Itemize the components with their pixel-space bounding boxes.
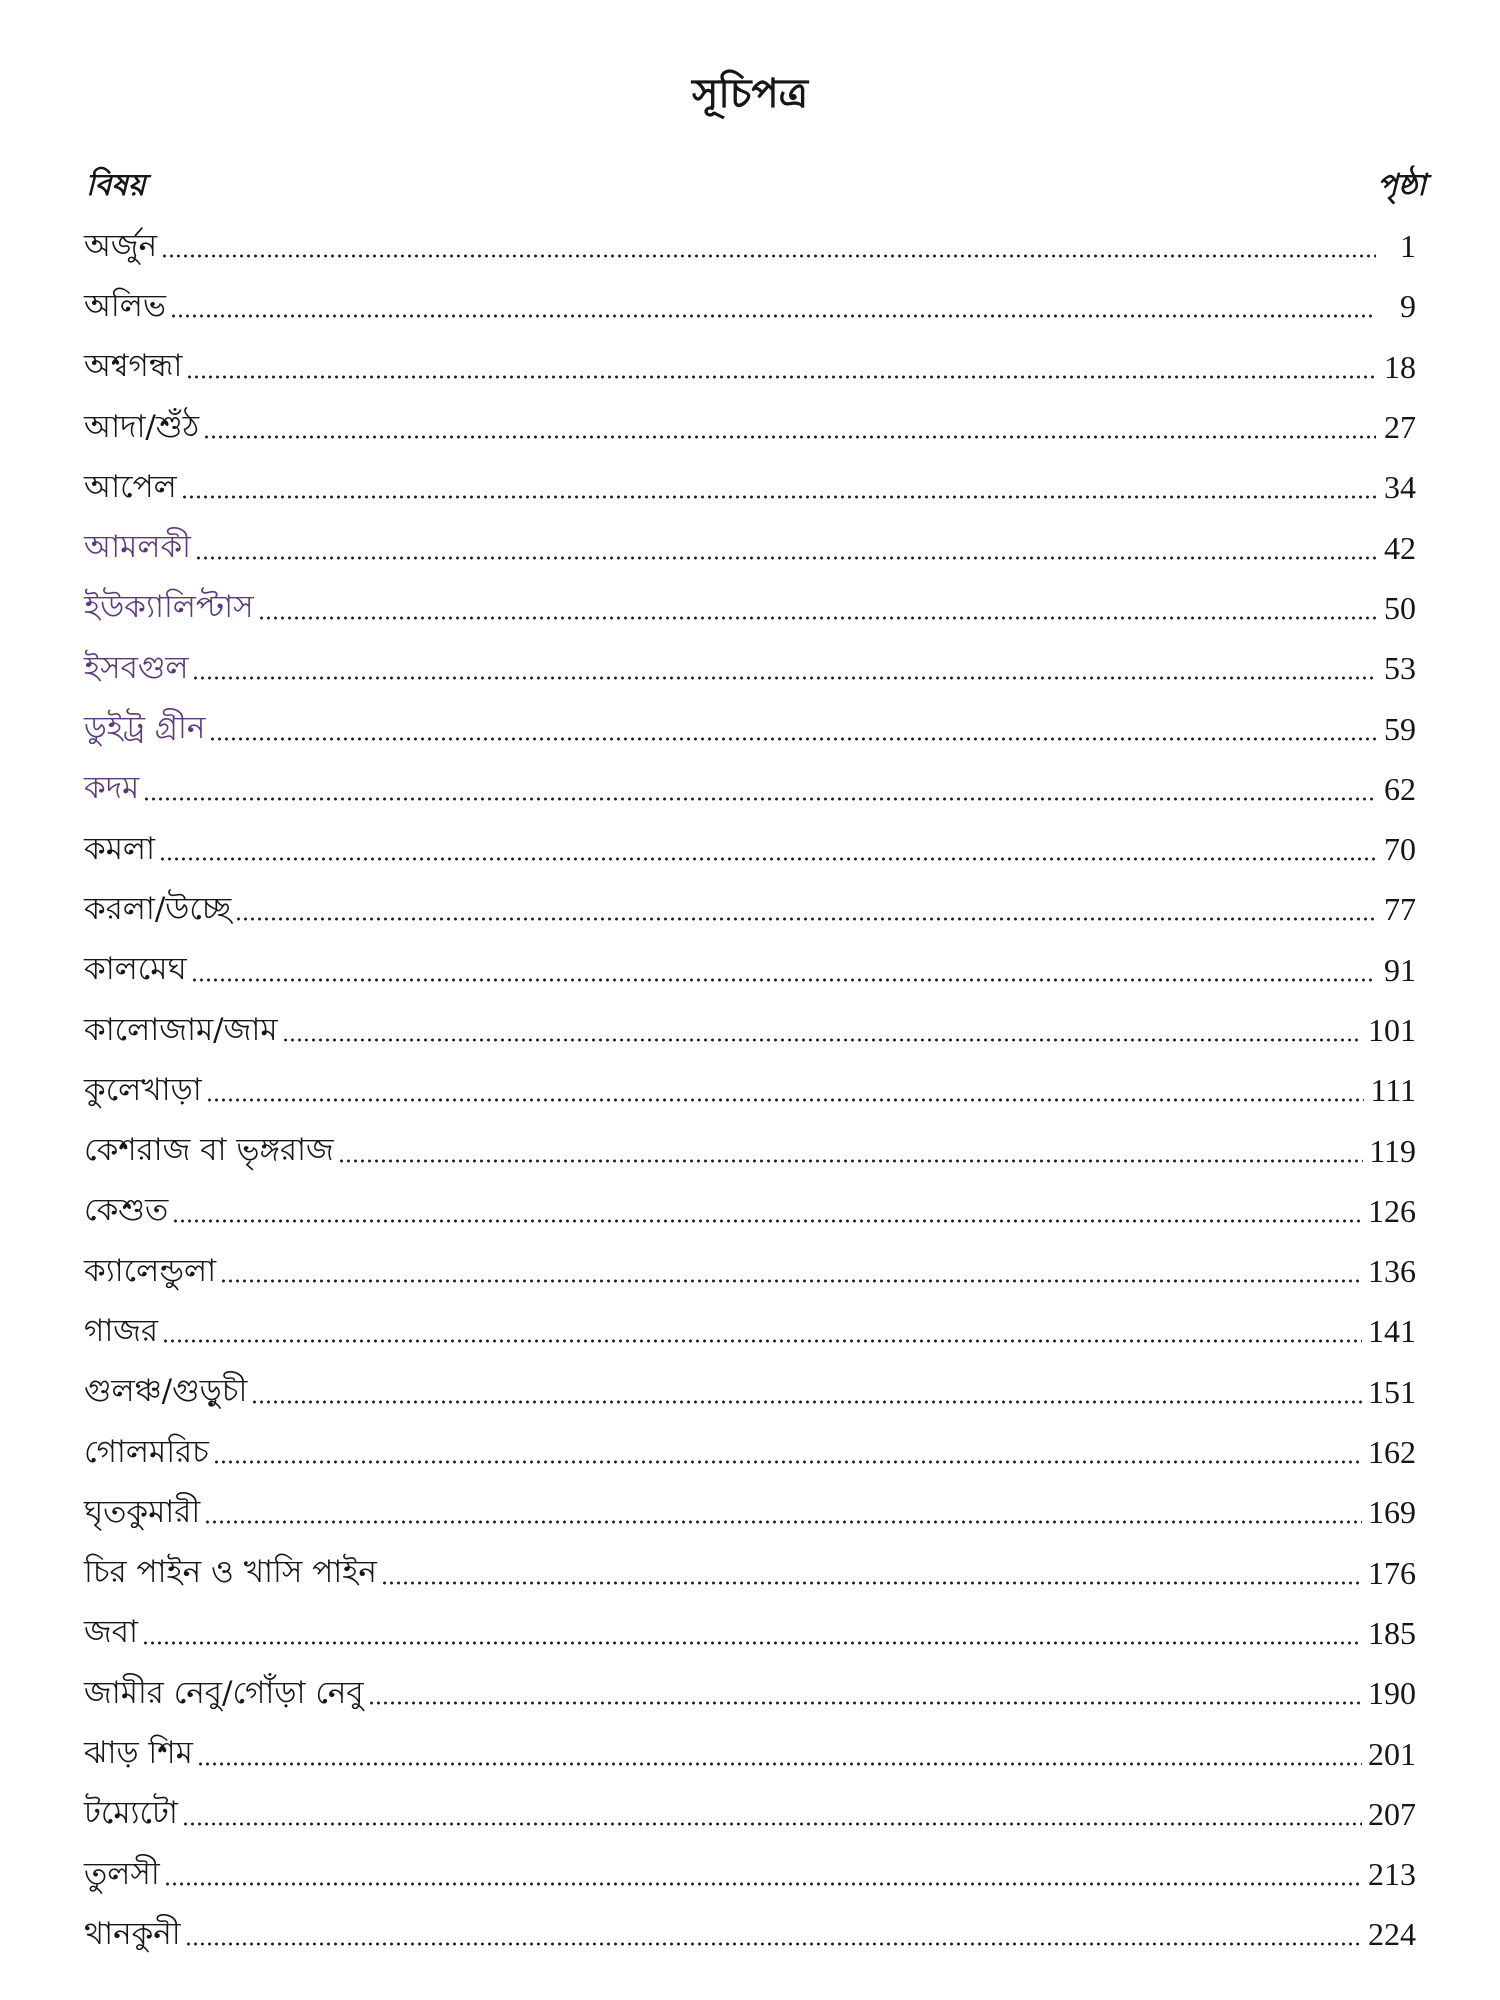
- toc-entry: [84, 638, 1416, 698]
- toc-entry-page: 119: [1369, 1132, 1416, 1169]
- toc-entry-title: ঝাড় শিম: [84, 1735, 193, 1772]
- toc-entry-title: কুলেখাড়া: [84, 1071, 202, 1108]
- toc-entry-page: 185: [1368, 1614, 1416, 1651]
- toc-entry-title: অশ্বগন্ধা: [84, 348, 183, 385]
- toc-entry: [84, 1482, 1416, 1542]
- toc-entry-page: 50: [1384, 589, 1416, 626]
- toc-entry-title: ইসবগুল: [84, 649, 189, 686]
- toc-entry-title: চির পাইন ও খাসি পাইন: [84, 1554, 377, 1591]
- toc-entry-title: ইউক্যালিপ্টাস: [84, 589, 254, 626]
- page-title: সূচিপত্র: [692, 70, 808, 117]
- toc-header: [86, 160, 1426, 212]
- toc-entry-title: জবা: [84, 1614, 138, 1651]
- toc-entry: [84, 1663, 1416, 1723]
- dot-leader: [213, 1460, 1362, 1464]
- toc-entry: [84, 1181, 1416, 1241]
- toc-entry: [84, 337, 1416, 397]
- dot-leader: [159, 857, 1376, 861]
- toc-entry: [84, 1844, 1416, 1904]
- toc-entry: [84, 1422, 1416, 1482]
- toc-entry-title: টম্যেটো: [84, 1795, 178, 1832]
- toc-entry-page: 91: [1384, 951, 1416, 988]
- dot-leader: [143, 797, 1376, 801]
- dot-leader: [258, 616, 1376, 620]
- toc-entry-page: 42: [1384, 529, 1416, 566]
- toc-entry: [84, 940, 1416, 1000]
- toc-entry: [84, 1362, 1416, 1422]
- toc-entry-page: 151: [1368, 1373, 1416, 1410]
- toc-entry: [84, 1120, 1416, 1180]
- toc-entry-title: ঘৃতকুমারী: [84, 1493, 201, 1530]
- toc-entry: [84, 216, 1416, 276]
- toc-entry: [84, 1904, 1416, 1964]
- dot-leader: [192, 676, 1376, 680]
- toc-entry: [84, 1060, 1416, 1120]
- toc-entry-title: আমলকী: [84, 529, 192, 566]
- toc-entry-page: 213: [1368, 1856, 1416, 1893]
- toc-entry-title: গাজর: [84, 1312, 159, 1349]
- toc-entry-title: আদা/শুঁঠ: [84, 408, 200, 445]
- dot-leader: [368, 1701, 1362, 1705]
- toc-entry-page: 141: [1368, 1313, 1416, 1350]
- toc-entry: [84, 1543, 1416, 1603]
- toc-entry-page: 59: [1384, 710, 1416, 747]
- toc-entry-page: 27: [1384, 409, 1416, 446]
- dot-leader: [191, 978, 1376, 982]
- dot-leader: [186, 375, 1376, 379]
- toc-entry-page: 1: [1400, 228, 1416, 265]
- dot-leader: [172, 1219, 1362, 1223]
- dot-leader: [142, 1641, 1362, 1645]
- dot-leader: [181, 495, 1376, 499]
- dot-leader: [381, 1581, 1362, 1585]
- toc-entry-page: 53: [1384, 650, 1416, 687]
- dot-leader: [220, 1279, 1362, 1283]
- dot-leader: [235, 917, 1376, 921]
- toc-entry-page: 70: [1384, 831, 1416, 868]
- toc-entry-page: 136: [1368, 1253, 1416, 1290]
- toc-entry-page: 169: [1368, 1494, 1416, 1531]
- toc-entry-title: কমলা: [84, 830, 155, 867]
- dot-leader: [282, 1038, 1362, 1042]
- toc-entry-title: কেশরাজ বা ভৃঙ্গরাজ: [84, 1132, 334, 1169]
- toc-entry-title: অলিভ: [84, 287, 166, 324]
- toc-entry-title: অর্জুন: [84, 227, 158, 264]
- toc-entry-title: কালমেঘ: [84, 951, 187, 988]
- toc-entry-page: 190: [1368, 1675, 1416, 1712]
- dot-leader: [197, 1762, 1362, 1766]
- toc-entry: [84, 1603, 1416, 1663]
- toc-entry-title: গুলঞ্চ/গুড়ুচী: [84, 1373, 248, 1410]
- toc-entry: [84, 1301, 1416, 1361]
- toc-entry-page: 77: [1384, 891, 1416, 928]
- toc-entry: [84, 457, 1416, 517]
- toc-entry: [84, 578, 1416, 638]
- toc-entry-page: 111: [1370, 1072, 1416, 1109]
- toc-entry-page: 162: [1368, 1434, 1416, 1471]
- dot-leader: [203, 435, 1376, 439]
- toc-entry-title: ক্যালেন্ডুলা: [84, 1252, 217, 1289]
- toc-entry: [84, 517, 1416, 577]
- toc-entry-page: 201: [1368, 1735, 1416, 1772]
- dot-leader: [162, 1339, 1362, 1343]
- dot-leader: [206, 1098, 1365, 1102]
- toc-entry-title: জামীর নেবু/গোঁড়া নেবু: [84, 1674, 364, 1711]
- page-column-label: পৃষ্ঠা: [1377, 168, 1426, 203]
- toc-entry-title: আপেল: [84, 468, 177, 505]
- toc-entry: [84, 1000, 1416, 1060]
- toc-entry: [84, 1784, 1416, 1844]
- toc-entry-title: ডুইট্র গ্রীন: [84, 710, 206, 747]
- dot-leader: [209, 737, 1376, 741]
- subject-column-label: বিষয়: [86, 168, 146, 203]
- dot-leader: [182, 1822, 1362, 1826]
- dot-leader: [195, 556, 1376, 560]
- dot-leader: [161, 254, 1376, 258]
- toc-entry-page: 101: [1368, 1012, 1416, 1048]
- toc-entry: [84, 698, 1416, 758]
- table-of-contents: [84, 216, 1416, 1965]
- dot-leader: [185, 1942, 1362, 1946]
- toc-entry: [84, 1723, 1416, 1783]
- toc-entry: [84, 819, 1416, 879]
- dot-leader: [251, 1400, 1362, 1404]
- toc-entry-title: থানকুনী: [84, 1915, 181, 1952]
- toc-entry-page: 34: [1384, 469, 1416, 506]
- toc-entry-page: 18: [1384, 348, 1416, 385]
- toc-entry-title: গোলমরিচ: [84, 1433, 209, 1470]
- toc-entry-title: তুলসী: [84, 1855, 160, 1892]
- toc-entry-title: কদম: [84, 770, 140, 807]
- dot-leader: [170, 314, 1376, 318]
- toc-entry-page: 9: [1400, 288, 1416, 325]
- toc-entry: [84, 879, 1416, 939]
- toc-entry-page: 62: [1384, 770, 1416, 807]
- dot-leader: [164, 1882, 1362, 1886]
- dot-leader: [204, 1520, 1362, 1524]
- toc-entry: [84, 397, 1416, 457]
- toc-entry-page: 176: [1368, 1554, 1416, 1591]
- toc-entry-title: কালোজাম/জাম: [84, 1011, 278, 1048]
- toc-entry-title: কেশুত: [84, 1192, 169, 1229]
- dot-leader: [338, 1159, 1363, 1163]
- toc-entry-page: 207: [1368, 1795, 1416, 1832]
- toc-entry: [84, 276, 1416, 336]
- toc-entry-title: করলা/উচ্ছে: [84, 890, 232, 927]
- toc-entry: [84, 759, 1416, 819]
- toc-entry-page: 224: [1368, 1916, 1416, 1953]
- toc-entry: [84, 1241, 1416, 1301]
- toc-entry-page: 126: [1368, 1192, 1416, 1229]
